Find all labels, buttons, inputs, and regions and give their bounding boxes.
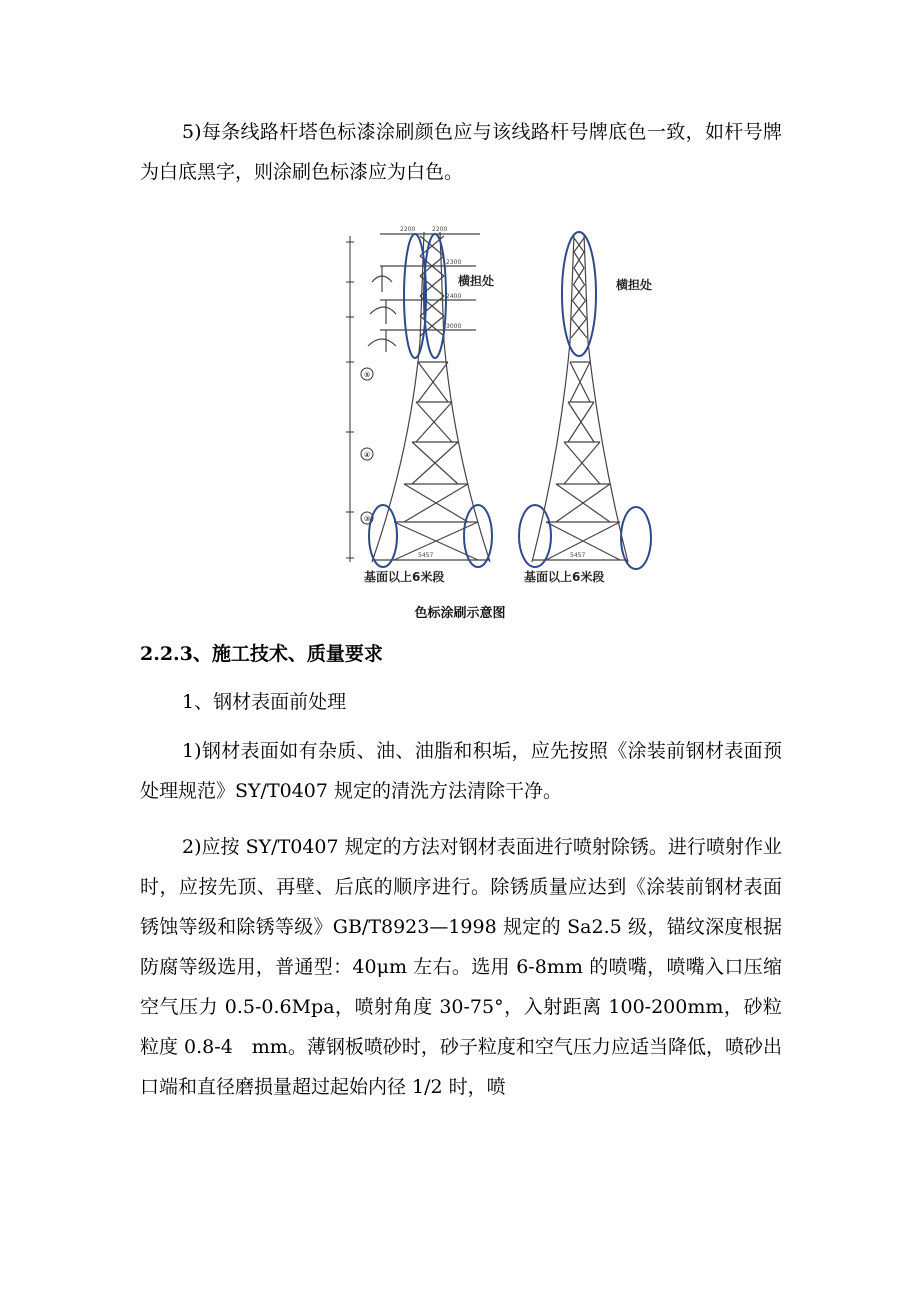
section-heading: 2.2.3、施工技术、质量要求: [140, 643, 383, 665]
dimension-label: 5457: [570, 552, 586, 559]
base-label-left: 基面以上6米段: [364, 570, 445, 584]
base-highlight-left: [464, 505, 492, 567]
section-marker-label: ⑤: [364, 371, 371, 379]
height-dimension-line: [346, 236, 354, 562]
section-marker-label: ③: [364, 515, 371, 523]
tower-color-figure: [320, 222, 660, 592]
base-highlight-right: [519, 505, 551, 567]
list-item-surface-treatment: 1、钢材表面前处理: [182, 691, 347, 713]
dimension-label: 2200: [400, 226, 416, 233]
crossarm-highlight-left: [404, 234, 426, 358]
paragraph-tower-color-rule: 5)每条线路杆塔色标漆涂刷颜色应与该线路杆号牌底色一致，如杆号牌为白底黑字，则涂刷色标漆应为白色。: [140, 121, 782, 183]
paragraph-blasting: 2)应按 SY/T0407 规定的方法对钢材表面进行喷射除锈。进行喷射作业时，应按先顶、再壁、后底的顺序进行。除锈质量应达到《涂装前钢材表面锈蚀等级和除锈等级》GB/T8923—1998 规定的 Sa2.5 级，锚纹深度根据防腐等级选用，普通型：40μm 左右。选用 6-8mm 的喷嘴，喷嘴入口压缩空气压力 0.5-0.6Mpa，喷射角度 30-75°，入射距离 100-200mm，砂粒粒度 0.8-4 mm。薄钢板喷砂时，砂子粒度和空气压力应适当降低，喷砂出口端和直径磨损量超过起始内径 1/2 时，喷: [140, 836, 782, 1098]
base-highlight-right: [621, 507, 651, 569]
figure-caption: 色标涂刷示意图: [414, 606, 506, 621]
base-label-right: 基面以上6米段: [524, 570, 605, 584]
section-marker-label: ④: [364, 451, 371, 459]
dimension-label: 2200: [432, 226, 448, 233]
crossarm-highlight-right: [562, 232, 596, 356]
dimension-label: 2400: [446, 293, 462, 300]
base-highlight-left: [369, 505, 397, 567]
dimension-label: 2300: [446, 259, 462, 266]
crossarm-label-left: 横担处: [458, 274, 495, 288]
dimension-label: 5457: [418, 552, 434, 559]
dimension-label: 3000: [446, 323, 462, 330]
highlight-ellipses: [369, 232, 651, 569]
paragraph-cleaning: 1)钢材表面如有杂质、油、油脂和积垢，应先按照《涂装前钢材表面预处理规范》SY/T0407 规定的清洗方法清除干净。: [140, 740, 782, 802]
crossarm-label-right: 横担处: [616, 278, 653, 292]
